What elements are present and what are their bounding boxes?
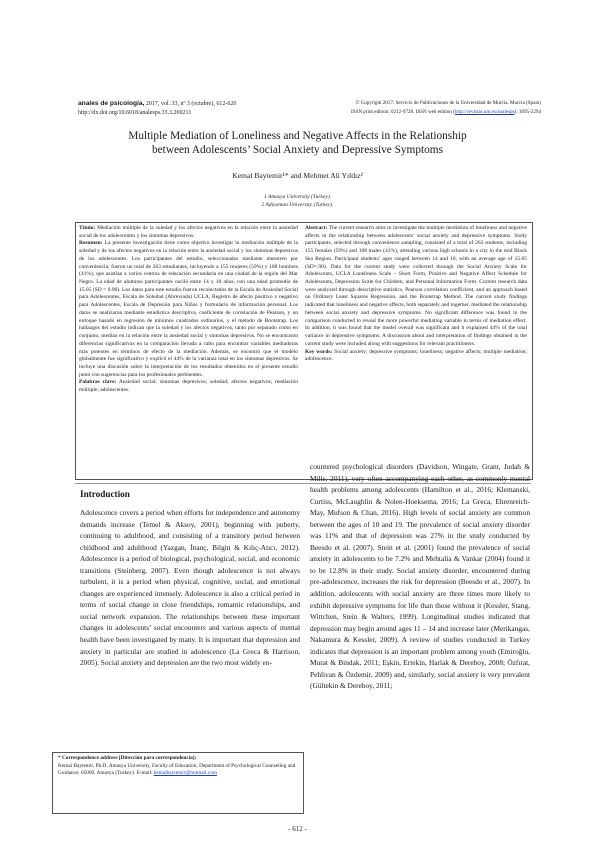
correspondence-footnote xyxy=(58,755,298,778)
copyright-line: © Copyright 2017: Servicio de Publicaciones de la Universidad de Murcia. Murcia (Spain) xyxy=(355,100,541,106)
email-link[interactable]: kemalbaytemir@hotmail.com xyxy=(153,770,217,777)
resumen-label: Resumen: xyxy=(79,240,103,247)
palabras-clave-label: Palabras clave: xyxy=(79,379,117,386)
palabras-clave-text: Ansiedad social; síntomas depresivos; soledad; afectos negativos; mediación múltiple; adolescentes. xyxy=(79,379,298,394)
journal-name: anales de psicología, xyxy=(78,100,145,107)
titulo-label: Título: xyxy=(79,225,96,231)
introduction-heading: Introduction xyxy=(80,489,130,499)
journal-web-link[interactable]: http://revistas.um.es/analesps xyxy=(454,108,515,115)
issn-print: ISSN print edition: 0212-9728. ISSN web edition ( xyxy=(350,108,455,115)
keywords-text: Social anxiety; depressive symptoms; loneliness; negative affects; multiple mediation; adolescence. xyxy=(305,348,527,363)
body-column-left: Adolescence covers a period when efforts for independence and autonomy demands increase (Temel & Aksoy, 2001), beginning with puberty, continuing to adulthood, and consisting of a transitory period between childhood and adulthood (Yazgan, İnanç, Bilgin & Kılıç-Atıcı, 2012). Adolescence is a period of biological, psychological, social, and economic transitions (Steinberg, 2007). Even though adolescence is not always turbulent, it is a period when physical, cognitive, social, and emotional changes are experienced intensely. Adolescence is also a critical period in terms of social change in close friendships, romantic relationships, and social network expansion. The relationships between these important changes in adolescents’ social encounters and various aspects of mental health have been investigated by many. It is important that depression and anxiety in particular are studied in adolescence (La Greca & Harrison, 2005). Social anxiety and depression are the two most widely en- xyxy=(80,508,300,668)
abstract-english xyxy=(305,225,527,364)
title-line-2: between Adolescents’ Social Anxiety and Depressive Symptoms xyxy=(152,144,443,156)
issn-web: ): 1695-2294 xyxy=(514,108,541,115)
footnote-label: * Correspondence address [Dirección para correspondencia]: xyxy=(58,755,197,761)
doi-link[interactable]: http://dx.doi.org/10.6018/analesps.33.3.269211 xyxy=(78,110,192,116)
journal-citation: 2017, vol. 33, nº 3 (octubre), 612-620 xyxy=(144,101,237,107)
journal-header xyxy=(78,99,308,118)
title-line-1: Multiple Mediation of Loneliness and Negative Affects in the Relationship xyxy=(128,130,467,142)
abstract-label: Abstract: xyxy=(305,225,328,231)
resumen-text: La presente investigación tiene como objetivo investigar la mediación múltiple de la soledad y de los afectos negativos en la relación entre la ansiedad social y los síntomas depresivos de los adolescentes. Los participantes del estudio, seleccionados mediante muestreo por conveniencia, fueron un total de 263 estudiantes, incluyendo a 155 mujeres (59%) y 108 hombres (41%), que asistían a varios centros de educación secundaria en una ciudad de la región del Mar Negro. La edad de alumnos participantes osciló entre 14 y 18 años, con una edad promedio de 15.05 (SD = 0.90). Los datos para este estudio fueron recolectados de la Escala de Ansiedad Social para Adolescentes, Escala de Soledad (Abreviada) UCLA, Registro de afecto positivo y negativo para Adolescentes, Escala de Depresión para Niños y formulario de información personal. Los datos se analizaron mediante estadística descriptiva, coeficiente de correlación de Pearson, y un enfoque basado en regresión de mínimos cuadrados ordinarios, y el método de Bootstrap. Los hallazgos del estudio indican que la soledad y los afectos negativos, tanto por separado como en conjunto, median en la relación entre la ansiedad social y síntomas depresivos. No se encontraron diferencias significativas en la comparación llevada a cabo para encontrar variables mediadoras más potentes en términos de efecto de la mediación. Además, se encontró que el modelo globalmente fue significativo y explicó el 44% de la varianza total en los síntomas depresivos. Se incluye una discusión sobre la interpretación de los resultados obtenidos en el presente estudio junto con sugerencias para los profesionales pertinentes. xyxy=(79,240,298,378)
abstract-spanish xyxy=(79,225,298,395)
affiliations xyxy=(60,194,535,209)
authors: Kemal Baytemir¹* and Mehmet Ali Yıldız² xyxy=(232,171,363,180)
copyright-header xyxy=(286,99,541,117)
article-title xyxy=(60,129,535,157)
page-number: - 612 - xyxy=(288,825,307,833)
affiliation-2: 2 Adıyaman University (Turkey). xyxy=(261,201,334,208)
affiliation-1: 1 Amasya University (Turkey). xyxy=(263,194,332,200)
titulo-text: Mediación múltiple de la soledad y los afectos negativos en la relación entre la ansiedad social de los adolescentes y los síntomas depresivos. xyxy=(79,225,298,239)
footnote-text: Kemal Baytemir, Ph.D, Amasya University, Faculty of Education, Department of Psychological Counseling and Guidance, 05000, Amasya (Turkey). E-mail: xyxy=(58,762,296,777)
keywords-label: Key words: xyxy=(305,348,333,355)
body-column-right: countered psychological disorders (Davidson, Wingate, Grant, Judah & Mills, 2011), very often accompanying each other, as commonly mental health problems among adolescents (Hamilton et al., 2016; Klemanski, Curtiss, McLaughlin & Nolen-Hoeksema, 2016; La Greca, Ehrenreich-May, Mufson & Chan, 2016). High levels of social anxiety are common between the ages of 10 and 19. The prevalence of social anxiety disorder was 11% and that of depression was 27% in the study conducted by Beesdo et al. (2007). Stein et al. (2001) found the prevalence of social anxiety in adolescents to be 7.2% and Mehtalia & Vankar (2004) found it to be 12.8% in their study. Social anxiety disorder, encountered during pre-adolescence, increases the risk for depression (Beesdo et al., 2007). In addition, adolescents with social anxiety are three times more likely to exhibit depressive symptoms for life than those without it (Kessler, Stang, Wittchen, Stein & Walters, 1999). Longitudinal studies indicated that depression may begin around ages 11 – 14 and increase later (Merikangas, Nakamura & Kessler, 2009). A review of studies conducted in Turkey indicates that depression is an important problem among youth (Emiroğlu, Murat & Bindak, 2011; Eşkin, Ertekin, Harlak & Dereboy, 2008; Özfırat, Pehlivan & Özdemir, 2009) and, similarly, social anxiety is very prevalent (Gültekin & Dereboy, 2011; xyxy=(310,462,530,691)
abstract-text: The current research aims to investigate the multiple mediation of loneliness and negative affects in the relationship between adolescents’ social anxiety and depressive symptoms. Study participants, selected through convenience sampling, consisted of a total of 263 students, including 155 females (59%) and 108 males (41%), attending various high schools in a city in the mid Black Sea Region. Participant students’ ages ranged between 14 and 18, with an average age of 15.05 (SD=.90). Data for the current study were collected through the Social Anxiety Scale for Adolescents, UCLA Loneliness Scale – Short Form, Positive and Negative Affect Schedule for Adolescents, Depression Scale for Children, and Personal Information Form. Current research data were analyzed through descriptive statistics, Pearson correlation coefficient, and an approach based on Ordinary Least Squares Regression, and the Bootstrap Method. The current study findings indicated that loneliness and negative affects, both separately and together, mediated the relationship between social anxiety and depressive symptoms. No significant difference was found in the comparison conducted to reveal the more powerful mediating variable in terms of mediation effect. In addition, it was found that the model overall was significant and it explained 44% of the total variance in depressive symptoms. A discussion about and interpretation of findings obtained in the current study were included along with suggestions for relevant practitioners. xyxy=(305,225,527,347)
